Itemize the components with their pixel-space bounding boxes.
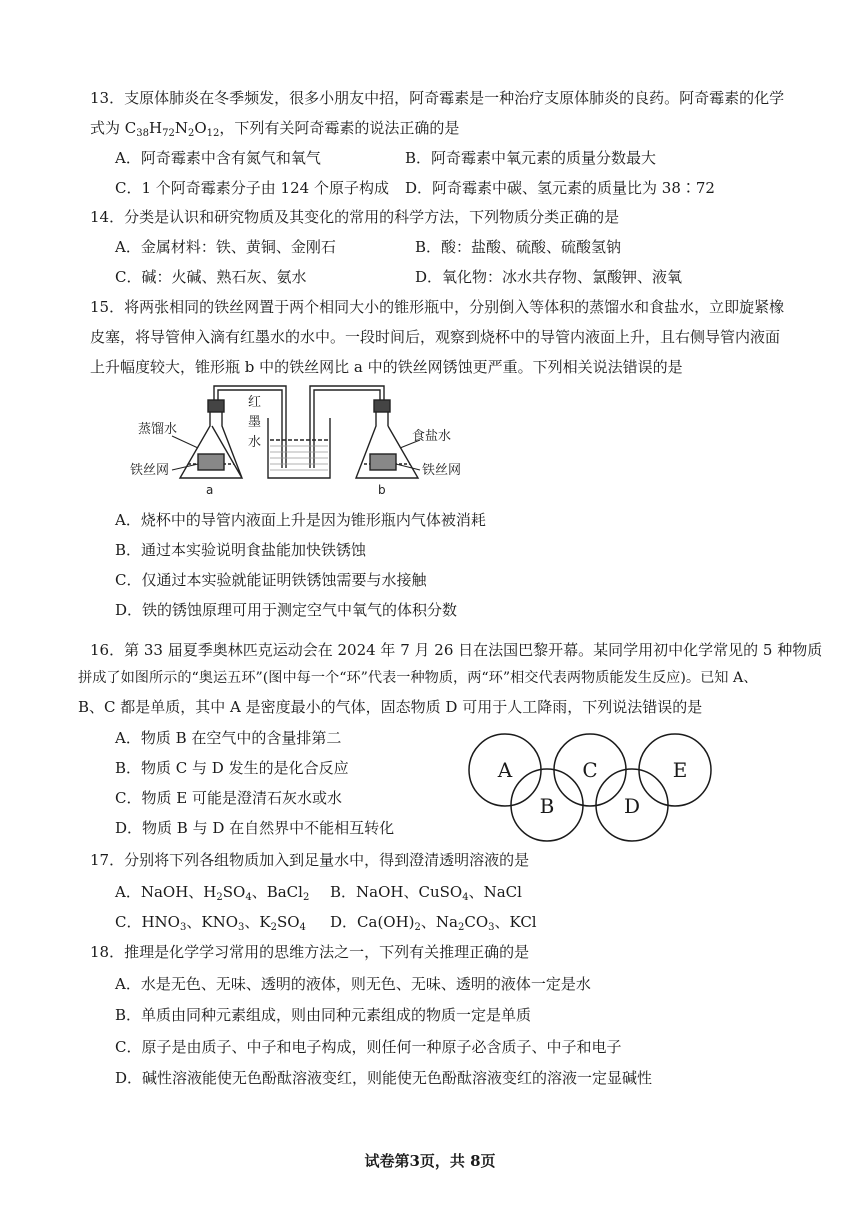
q13-option-b: B．阿奇霉素中氧元素的质量分数最大 [405,149,657,167]
label-distilled-water: 蒸馏水 [138,422,178,437]
q16-option-d: D．物质 B 与 D 在自然界中不能相互转化 [115,819,395,837]
label-flask-b: b [378,483,386,497]
q15-stem-line3: 上升幅度较大，锥形瓶 b 中的铁丝网比 a 中的铁丝网锈蚀更严重。下列相关说法错误的是 [90,358,683,376]
flask-b [356,400,418,478]
q18-option-d: D．碱性溶液能使无色酚酞溶液变红，则能使无色酚酞溶液变红的溶液一定显碱性 [115,1069,653,1087]
q15-option-d: D．铁的锈蚀原理可用于测定空气中氧气的体积分数 [115,601,458,619]
beaker [268,418,330,478]
q17-option-c: C．$HNO_3$、$KNO_3$、$K_2SO_4$ [115,913,306,933]
ring-label-d: D [623,794,641,818]
ring-label-a: A [497,758,513,782]
q16-option-a: A．物质 B 在空气中的含量排第二 [115,729,342,747]
q13-stem-line2: 式为 $C_{38}H_{72}N_2O_{12}$，下列有关阿奇霉素的说法正确的是 [90,119,460,139]
iron-mesh-b [370,454,396,470]
q14-stem: 14．分类是认识和研究物质及其变化的常用的科学方法，下列物质分类正确的是 [90,208,620,226]
q13-stem-line1: 13．支原体肺炎在冬季频发，很多小朋友中招，阿奇霉素是一种治疗支原体肺炎的良药。阿奇霉素的化学 [90,89,785,107]
label-flask-a: a [206,483,214,497]
q14-option-c: C．碱：火碱、熟石灰、氨水 [115,268,307,286]
q14-option-d: D．氧化物：冰水共存物、氯酸钾、液氧 [415,268,683,286]
q14-option-b: B．酸：盐酸、硫酸、硫酸氢钠 [415,238,622,256]
q16-stem-line2: 拼成了如图所示的“奥运五环”(图中每一个“环”代表一种物质，两“环”相交代表两物质能发生反应)。已知 A、 [78,670,758,686]
q13-option-a: A．阿奇霉素中含有氮气和氧气 [115,149,321,167]
q14-option-a: A．金属材料：铁、黄铜、金刚石 [115,238,336,256]
ring-label-e: E [672,758,688,782]
q15-option-b: B．通过本实验说明食盐能加快铁锈蚀 [115,541,367,559]
iron-mesh-a [198,454,224,470]
rusting-experiment-diagram [130,378,470,498]
label-red-ink-1: 红 [248,395,262,410]
q18-option-b: B．单质由同种元素组成，则由同种元素组成的物质一定是单质 [115,1006,532,1024]
q18-option-c: C．原子是由质子、中子和电子构成，则任何一种原子必含质子、中子和电子 [115,1038,622,1056]
label-red-ink-2: 墨 [248,415,262,430]
q16-stem-line1: 16．第 33 届夏季奥林匹克运动会在 2024 年 7 月 26 日在法国巴黎开幕。某同学用初中化学常见的 5 种物质 [90,641,823,659]
q15-stem-line1: 15．将两张相同的铁丝网置于两个相同大小的锥形瓶中，分别倒入等体积的蒸馏水和食盐水，立即旋紧橡 [90,298,785,316]
q18-stem: 18．推理是化学学习常用的思维方法之一，下列有关推理正确的是 [90,943,530,961]
q18-option-a: A．水是无色、无味、透明的液体，则无色、无味、透明的液体一定是水 [115,975,591,993]
q16-option-c: C．物质 E 可能是澄清石灰水或水 [115,789,342,807]
page-footer: 试卷第3页，共 8页 [364,1152,496,1170]
olympic-rings-diagram [440,733,770,843]
q13-option-c: C．1 个阿奇霉素分子由 124 个原子构成 [115,179,389,197]
label-iron-mesh-left: 铁丝网 [130,463,170,478]
label-red-ink-3: 水 [248,435,262,450]
label-iron-mesh-right: 铁丝网 [422,463,462,478]
ring-label-c: C [582,758,598,782]
label-salt-water: 食盐水 [412,429,452,444]
q17-stem: 17．分别将下列各组物质加入到足量水中，得到澄清透明溶液的是 [90,851,530,869]
q17-option-d: D．$Ca(OH)_2$、$Na_2CO_3$、KCl [330,913,537,933]
q17-option-b: B．NaOH、CuSO$_4$、NaCl [330,883,522,903]
q16-stem-line3: B、C 都是单质，其中 A 是密度最小的气体，固态物质 D 可用于人工降雨，下列说法错误的是 [78,698,703,716]
ring-label-b: B [539,794,555,818]
q15-option-c: C．仅通过本实验就能证明铁锈蚀需要与水接触 [115,571,427,589]
connecting-tubes [214,386,384,468]
q17-option-a: A．NaOH、$H_2SO_4$、BaCl$_2$ [115,883,310,903]
q13-option-d: D．阿奇霉素中碳、氢元素的质量比为 38∶72 [405,179,715,197]
q16-option-b: B．物质 C 与 D 发生的是化合反应 [115,759,349,777]
q15-stem-line2: 皮塞，将导管伸入滴有红墨水的水中。一段时间后，观察到烧杯中的导管内液面上升，且右侧导管内液面 [90,328,781,346]
q15-option-a: A．烧杯中的导管内液面上升是因为锥形瓶内气体被消耗 [115,511,486,529]
